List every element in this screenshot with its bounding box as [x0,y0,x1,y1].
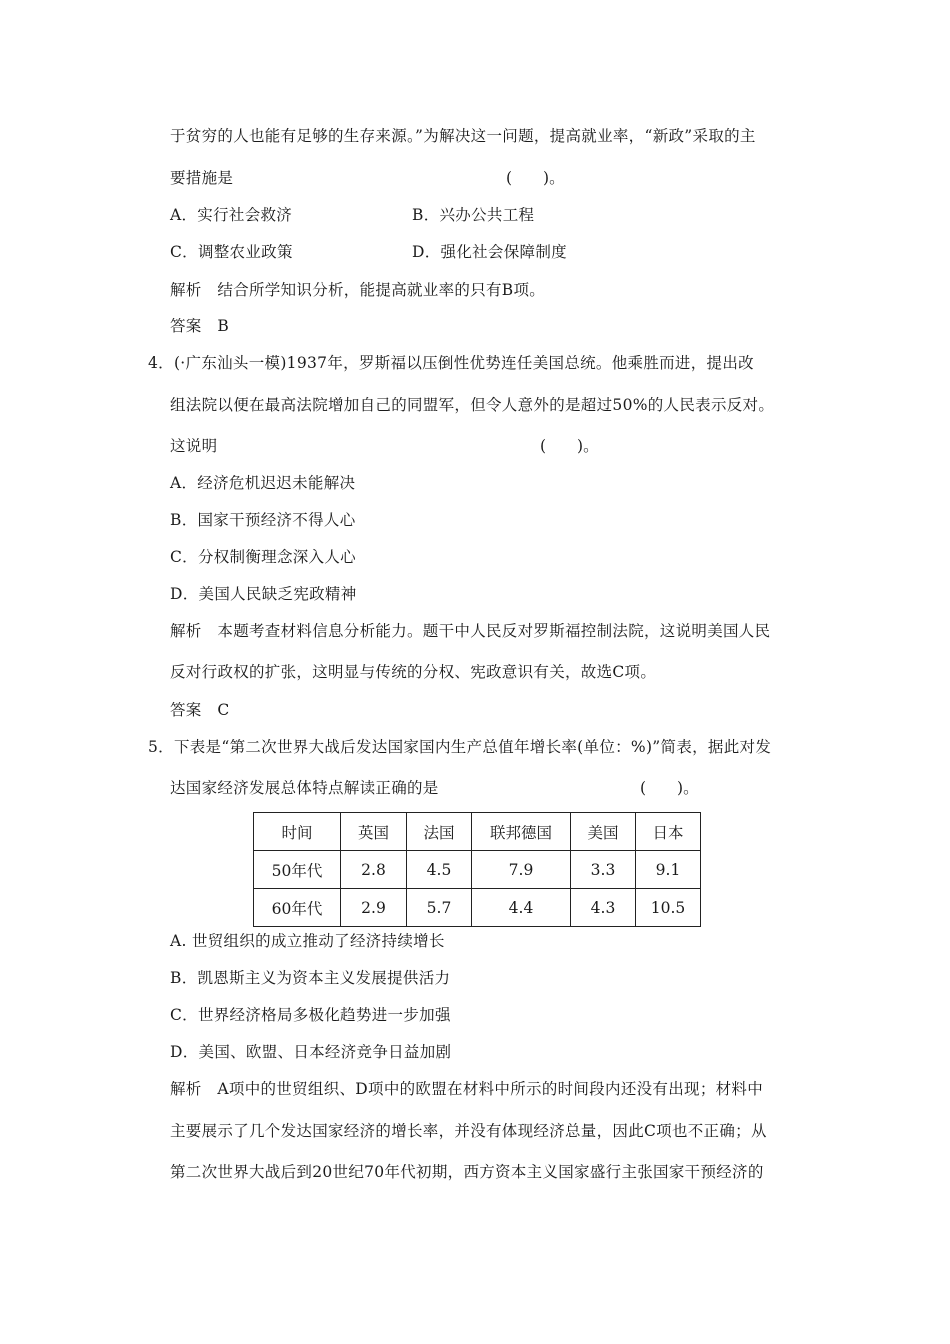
q4-stem-line3: 这说明 [170,437,218,455]
q3-answer: 答案 B [170,317,230,335]
table-header-cell: 联邦德国 [472,813,571,851]
table-cell: 60年代 [254,889,341,927]
q4-option-d: D．美国人民缺乏宪政精神 [170,585,357,603]
q3-stem-line2: 要措施是 [170,169,234,187]
q5-analysis-line1: 解析 A项中的世贸组织、D项中的欧盟在材料中所示的时间段内还没有出现；材料中 [170,1080,764,1098]
q5-stem-line2: 达国家经济发展总体特点解读正确的是 [170,779,439,797]
q4-answer-bracket: ( )。 [540,437,599,455]
q4-answer: 答案 C [170,701,230,719]
table-header-cell: 美国 [571,813,636,851]
q5-option-d: D．美国、欧盟、日本经济竞争日益加剧 [170,1043,452,1061]
q4-analysis-line1: 解析 本题考查材料信息分析能力。题干中人民反对罗斯福控制法院，这说明美国人民 [170,622,771,640]
table-row [254,889,701,927]
table-cell: 5.7 [407,889,472,927]
q3-answer-bracket: ( )。 [506,169,565,187]
table-cell: 9.1 [636,851,701,889]
q4-stem-line2: 组法院以便在最高法院增加自己的同盟军，但令人意外的是超过50%的人民表示反对。 [170,396,775,414]
q5-analysis-line3: 第二次世界大战后到20世纪70年代初期，西方资本主义国家盛行主张国家干预经济的 [170,1163,764,1181]
table-cell: 2.8 [341,851,407,889]
table-cell: 7.9 [472,851,571,889]
table-row [254,851,701,889]
table-cell: 4.5 [407,851,472,889]
table-cell: 2.9 [341,889,407,927]
q4-option-b: B．国家干预经济不得人心 [170,511,356,529]
q5-option-a: A. 世贸组织的成立推动了经济持续增长 [170,932,445,950]
q3-stem-line1: 于贫穷的人也能有足够的生存来源。”为解决这一问题，提高就业率，“新政”采取的主 [170,127,756,145]
table-header-cell: 法国 [407,813,472,851]
q4-option-c: C．分权制衡理念深入人心 [170,548,356,566]
table-header-cell: 日本 [636,813,701,851]
q4-option-a: A．经济危机迟迟未能解决 [170,474,356,492]
q5-answer-bracket: ( )。 [640,779,699,797]
q5-stem-line1: 5．下表是“第二次世界大战后发达国家国内生产总值年增长率(单位：%)”简表，据此对发 [148,738,772,756]
table-cell: 10.5 [636,889,701,927]
table-cell: 4.3 [571,889,636,927]
table-cell: 3.3 [571,851,636,889]
q3-option-b: B．兴办公共工程 [412,206,535,224]
gdp-growth-table [253,812,701,927]
table-header-cell: 英国 [341,813,407,851]
q3-option-c: C．调整农业政策 [170,243,293,261]
q3-option-a: A．实行社会救济 [170,206,293,224]
table-cell: 4.4 [472,889,571,927]
q5-option-c: C．世界经济格局多极化趋势进一步加强 [170,1006,451,1024]
q4-stem-line1: 4．(·广东汕头一模)1937年，罗斯福以压倒性优势连任美国总统。他乘胜而进，提出改 [148,354,754,372]
q3-option-d: D．强化社会保障制度 [412,243,567,261]
q5-analysis-line2: 主要展示了几个发达国家经济的增长率，并没有体现经济总量，因此C项也不正确；从 [170,1122,767,1140]
q3-analysis: 解析 结合所学知识分析，能提高就业率的只有B项。 [170,281,546,299]
q5-option-b: B．凯恩斯主义为资本主义发展提供活力 [170,969,451,987]
table-header-cell: 时间 [254,813,341,851]
q4-analysis-line2: 反对行政权的扩张，这明显与传统的分权、宪政意识有关，故选C项。 [170,663,657,681]
table-cell: 50年代 [254,851,341,889]
table-header-row [254,813,701,851]
